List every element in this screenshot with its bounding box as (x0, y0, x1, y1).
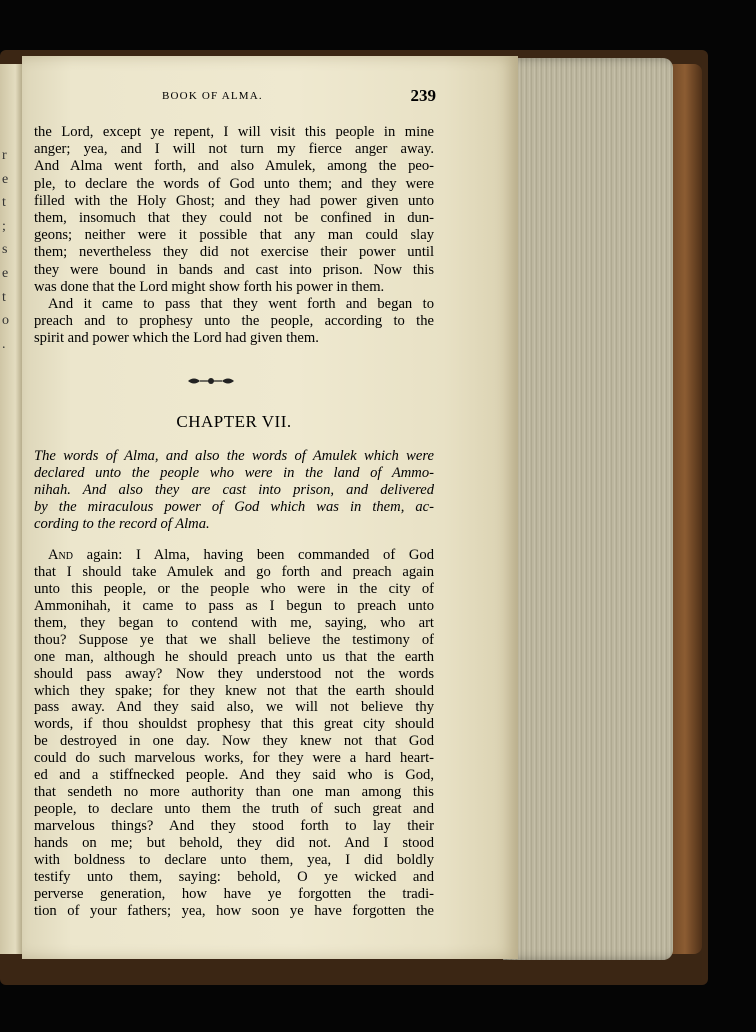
page-block-edges (503, 58, 673, 960)
text-line: cording to the record of Alma. (34, 516, 210, 532)
chapter-heading: CHAPTER VII. (176, 412, 292, 431)
text-line: tion of your fathers; yea, how soon ye have forgotten the (34, 902, 434, 919)
text-line: filled with the Holy Ghost; and they had power given unto (34, 192, 434, 209)
text-line: testify unto them, saying: behold, O ye wicked and (34, 868, 434, 885)
text-line: nihah. And also they are cast into prison, and delivered (34, 482, 434, 498)
text-line: marvelous things? And they stood forth to lay their (34, 818, 434, 834)
text-line: Ammonihah, it came to pass as I begun to preach unto (34, 597, 434, 614)
left-fragment: e (2, 265, 9, 281)
left-fragment: t (2, 289, 6, 305)
text-line: The words of Alma, and also the words of Amulek which were (34, 448, 434, 464)
text-line: unto this people, or the people who were in the city of (34, 580, 434, 597)
left-fragment: e (2, 171, 9, 187)
text-line: with boldness to declare unto them, yea, I did boldly (34, 851, 434, 868)
text-line: anger; yea, and I will not turn my fierce anger away. (34, 141, 434, 158)
text-line: which they spake; for they knew not that the earth should (34, 682, 434, 699)
text-line: be destroyed in one day. Now they knew not that God (34, 733, 434, 750)
text-line: geons; neither were it possible that any man could slay (34, 227, 434, 244)
text-line: perverse generation, how have ye forgotten the tradi- (34, 885, 434, 902)
ornament-separator (186, 374, 236, 388)
text-line: by the miraculous power of God which was in them, ac- (34, 499, 434, 515)
left-fragment: t (2, 195, 6, 211)
text-line: people, to declare unto them the truth of such great and (34, 801, 434, 818)
text-line: words, if thou shouldst prophesy that this great city should (34, 716, 434, 733)
paragraph-1 (34, 124, 434, 296)
left-fragment: o (2, 313, 9, 329)
left-fragment: r (2, 148, 7, 163)
left-fragment: s (2, 242, 8, 258)
text-line: ple, to declare the words of God unto them; and they were (34, 175, 434, 192)
text-line: preach and to prophesy unto the people, according to the (34, 313, 434, 330)
text-line: declared unto the people who were in the land of Ammo- (34, 465, 434, 481)
left-fragment: ; (2, 218, 6, 234)
text-line: And Alma went forth, and also Amulek, among the peo- (34, 158, 434, 175)
text-line: should pass away? Now they understood not the words (34, 665, 434, 682)
first-line-rest: again: I Alma, having been commanded of God (72, 547, 434, 563)
text-line: the Lord, except ye repent, I will visit this people in mine (34, 124, 434, 140)
text-line: them, they began to contend with me, saying, who art (34, 614, 434, 631)
running-head: BOOK OF ALMA. (162, 90, 263, 102)
text-line: that I should take Amulek and go forth and preach again (34, 563, 434, 580)
text-line: pass away. And they said also, we will not believe thy (34, 699, 434, 716)
text-line: was done that the Lord might show forth his power in them. (34, 278, 385, 295)
text-line: And it came to pass that they went forth and began to (48, 295, 434, 312)
text-line: that sendeth no more authority than one man among this (34, 784, 434, 801)
page-number: 239 (410, 86, 436, 105)
text-line: could do such marvelous works, for they were a hard heart- (34, 750, 434, 767)
left-fragment: . (2, 336, 6, 352)
text-line: them, insomuch that they could not be confined in dun- (34, 209, 434, 226)
opening-word: And (48, 547, 73, 563)
text-line: them; nevertheless they did not exercise their power until (34, 244, 434, 261)
page-header (34, 86, 436, 108)
chapter-lines (34, 564, 434, 920)
text-line: ed and a stiffnecked people. And they said who is God, (34, 767, 434, 784)
page-body (34, 124, 434, 347)
text-line: hands on me; but behold, they did not. And I stood (34, 834, 434, 851)
text-line: spirit and power which the Lord had given them. (34, 330, 319, 347)
chapter-synopsis (34, 448, 434, 533)
paragraph-2 (34, 296, 434, 348)
cover-edge (668, 64, 702, 954)
chapter-text (34, 547, 434, 920)
chapter-first-line (34, 547, 434, 564)
text-line: thou? Suppose ye that we shall believe the testimony of (34, 631, 434, 648)
left-page-sliver (0, 64, 22, 954)
text-line: one man, although he should preach unto us that the earth (34, 648, 434, 665)
left-page-fragments (2, 144, 16, 356)
text-line: they were bound in bands and cast into prison. Now this (34, 261, 434, 278)
